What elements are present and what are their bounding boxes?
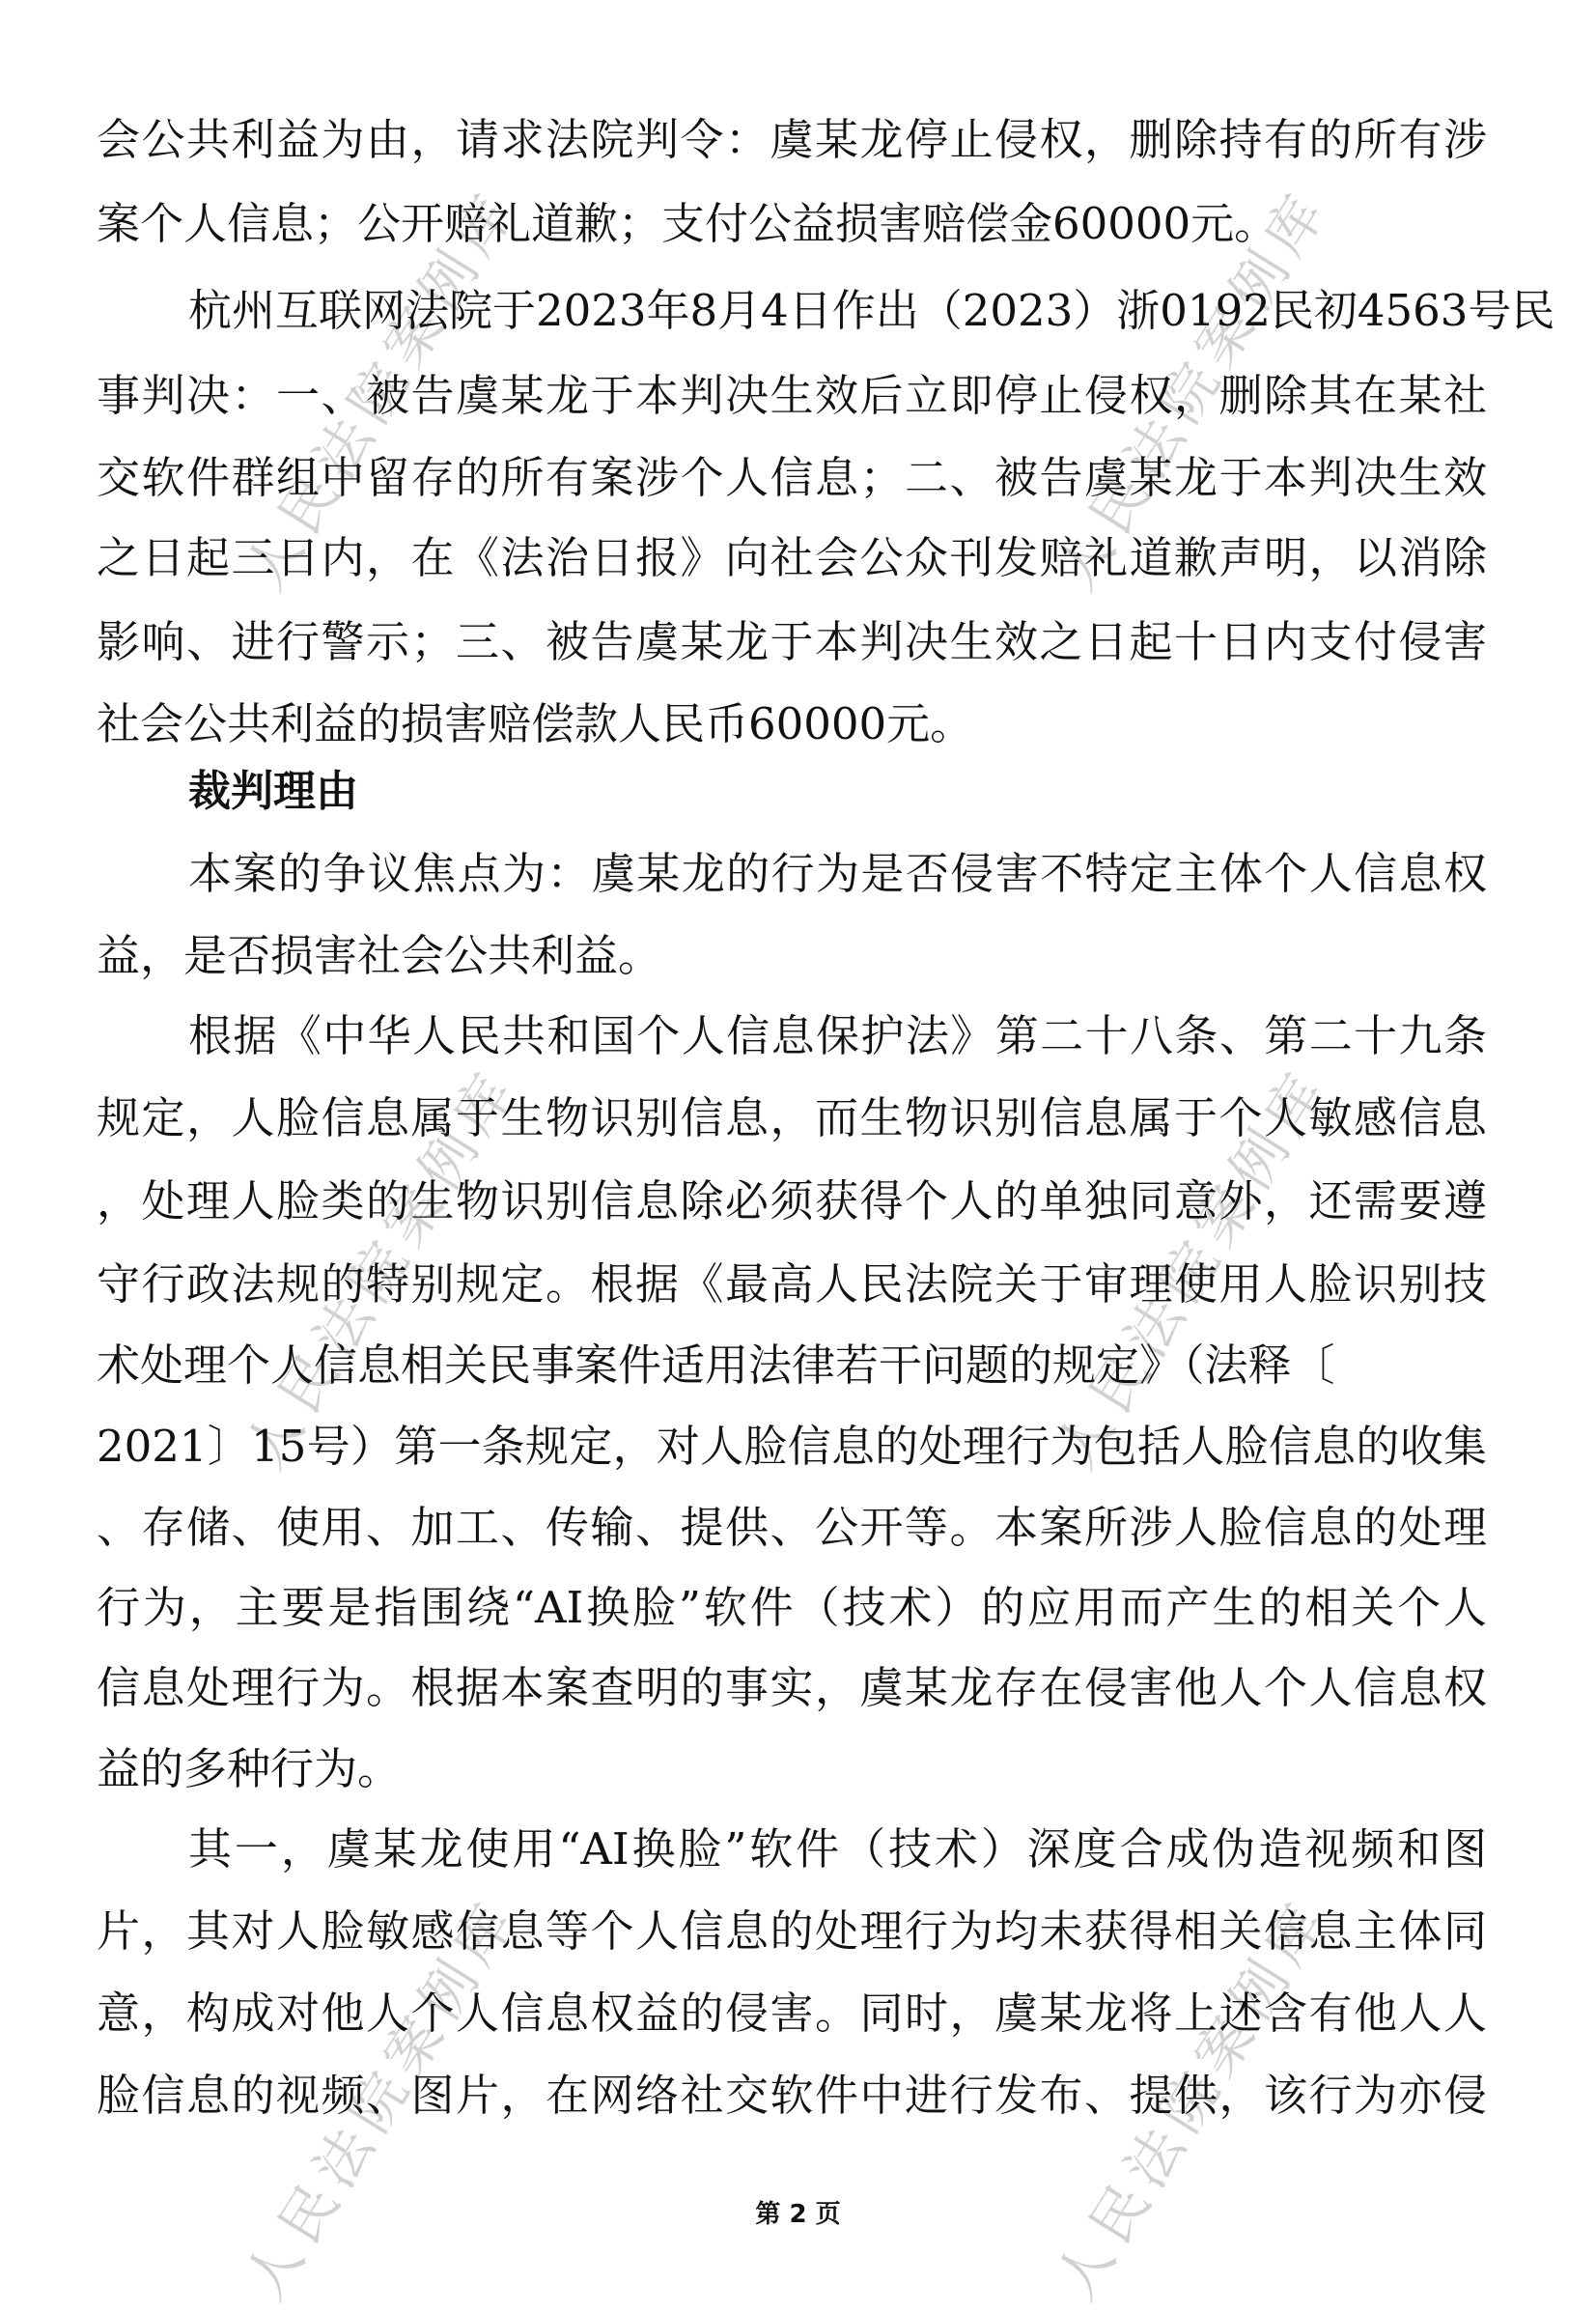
body-line: 交软件群组中留存的所有案涉个人信息；二、被告虞某龙于本判决生效 <box>97 452 1487 503</box>
body-line: 之日起三日内，在《法治日报》向社会公众刊发赔礼道歉声明，以消除 <box>97 532 1487 583</box>
body-line: 脸信息的视频、图片，在网络社交软件中进行发布、提供，该行为亦侵 <box>97 2070 1487 2121</box>
body-line: 守行政法规的特别规定。根据《最高人民法院关于审理使用人脸识别技 <box>97 1258 1487 1310</box>
body-line: 信息处理行为。根据本案查明的事实，虞某龙存在侵害他人个人信息权 <box>97 1662 1487 1713</box>
body-line: 根据《中华人民共和国个人信息保护法》第二十八条、第二十九条 <box>188 1010 1487 1061</box>
body-line: 行为，主要是指围绕“AI换脸”软件（技术）的应用而产生的相关个人 <box>97 1582 1487 1633</box>
watermark-3: 人民法院案例库 <box>231 1055 531 1480</box>
body-line: 益的多种行为。 <box>97 1743 402 1794</box>
body-line: 2021〕15号）第一条规定，对人脸信息的处理行为包括人脸信息的收集 <box>97 1421 1487 1472</box>
body-line: 规定，人脸信息属于生物识别信息，而生物识别信息属于个人敏感信息 <box>97 1092 1487 1143</box>
body-line: 片，其对人脸敏感信息等个人信息的处理行为均未获得相关信息主体同 <box>97 1905 1487 1957</box>
body-line: 术处理个人信息相关民事案件适用法律若干问题的规定》（法释〔 <box>97 1339 1335 1391</box>
body-line: 本案的争议焦点为：虞某龙的行为是否侵害不特定主体个人信息权 <box>188 848 1487 899</box>
section-heading: 裁判理由 <box>188 767 358 816</box>
watermark-5: 人民法院案例库 <box>231 1885 531 2311</box>
body-line: 益，是否损害社会公共利益。 <box>97 930 662 981</box>
body-line: 意，构成对他人个人信息权益的侵害。同时，虞某龙将上述含有他人人 <box>97 1988 1487 2039</box>
body-line: 案个人信息；公开赔礼道歉；支付公益损害赔偿金60000元。 <box>97 198 1278 249</box>
body-line: 影响、进行警示；三、被告虞某龙于本判决生效之日起十日内支付侵害 <box>97 616 1487 667</box>
watermark-6: 人民法院案例库 <box>1042 1885 1342 2311</box>
body-line: 杭州互联网法院于2023年8月4日作出（2023）浙0192民初4563号民 <box>188 285 1555 336</box>
watermark-2: 人民法院案例库 <box>1042 176 1342 602</box>
body-line: 社会公共利益的损害赔偿款人民币60000元。 <box>97 698 974 749</box>
page-number: 第 2 页 <box>755 2200 841 2229</box>
body-line: 、存储、使用、加工、传输、提供、公开等。本案所涉人脸信息的处理 <box>97 1502 1487 1553</box>
body-line: 其一，虞某龙使用“AI换脸”软件（技术）深度合成伪造视频和图 <box>188 1823 1487 1875</box>
watermark-4: 人民法院案例库 <box>1042 1055 1342 1480</box>
body-line: 事判决：一、被告虞某龙于本判决生效后立即停止侵权，删除其在某社 <box>97 370 1487 421</box>
body-line: ，处理人脸类的生物识别信息除必须获得个人的单独同意外，还需要遵 <box>97 1175 1487 1226</box>
body-line: 会公共利益为由，请求法院判令：虞某龙停止侵权，删除持有的所有涉 <box>97 114 1487 165</box>
watermark-1: 人民法院案例库 <box>231 176 531 602</box>
